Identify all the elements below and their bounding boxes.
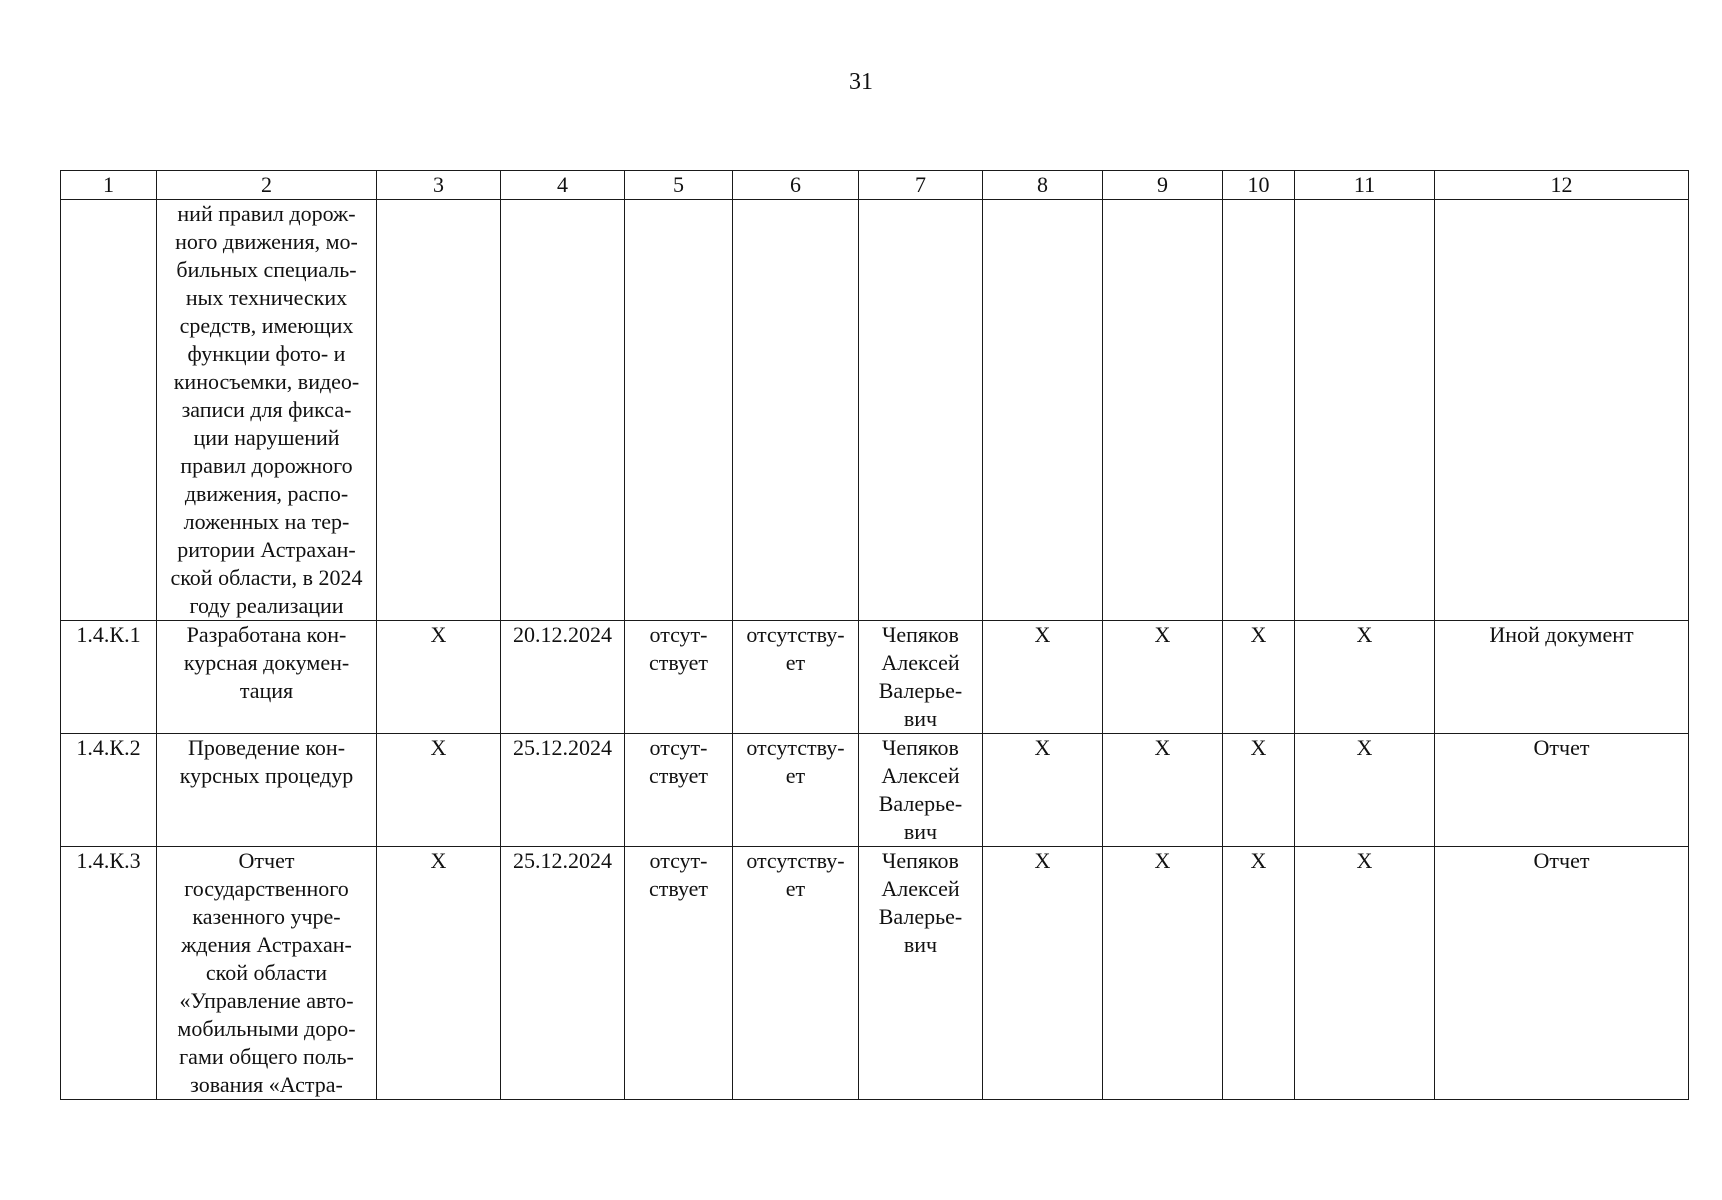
- cell-responsible: Чепяков Алексей Валерье- вич: [859, 847, 983, 1100]
- cell-status: отсутству- ет: [733, 734, 859, 847]
- cell-document: Отчет: [1435, 734, 1689, 847]
- cell-mark: X: [983, 847, 1103, 1100]
- cell-empty: [501, 200, 625, 621]
- cell-empty: [625, 200, 733, 621]
- cell-empty: [1435, 200, 1689, 621]
- cell-status: отсут- ствует: [625, 621, 733, 734]
- table-row: [61, 734, 1689, 847]
- cell-document: Отчет: [1435, 847, 1689, 1100]
- cell-code: 1.4.К.3: [61, 847, 157, 1100]
- activities-table: [60, 170, 1689, 1100]
- cell-status: отсут- ствует: [625, 734, 733, 847]
- cell-date: 25.12.2024: [501, 847, 625, 1100]
- cell-mark: X: [983, 734, 1103, 847]
- column-number: 10: [1223, 171, 1295, 200]
- cell-mark: X: [1223, 621, 1295, 734]
- cell-empty: [377, 200, 501, 621]
- cell-mark: X: [1103, 847, 1223, 1100]
- column-number: 11: [1295, 171, 1435, 200]
- table-row: [61, 621, 1689, 734]
- cell-status: отсутству- ет: [733, 847, 859, 1100]
- cell-responsible: Чепяков Алексей Валерье- вич: [859, 621, 983, 734]
- cell-empty: [1295, 200, 1435, 621]
- column-number: 4: [501, 171, 625, 200]
- cell-status: отсут- ствует: [625, 847, 733, 1100]
- column-number-header: [61, 171, 1689, 200]
- column-number: 12: [1435, 171, 1689, 200]
- column-number: 6: [733, 171, 859, 200]
- column-number: 9: [1103, 171, 1223, 200]
- cell-mark: X: [1295, 621, 1435, 734]
- cell-mark: X: [1103, 734, 1223, 847]
- column-number: 3: [377, 171, 501, 200]
- column-number: 7: [859, 171, 983, 200]
- cell-responsible: Чепяков Алексей Валерье- вич: [859, 734, 983, 847]
- cell-document: Иной документ: [1435, 621, 1689, 734]
- cell-description: Проведение кон- курсных процедур: [157, 734, 377, 847]
- cell-empty: [983, 200, 1103, 621]
- cell-mark: X: [377, 847, 501, 1100]
- column-number: 5: [625, 171, 733, 200]
- cell-mark: X: [1223, 734, 1295, 847]
- cell-date: 25.12.2024: [501, 734, 625, 847]
- cell-description: Отчет государственного казенного учре- ждения Астрахан- ской области «Управление авто- мобильными доро- гами общего поль- зования «Астра-: [157, 847, 377, 1100]
- cell-code: 1.4.К.2: [61, 734, 157, 847]
- page-number: 31: [849, 69, 873, 95]
- cell-status: отсутству- ет: [733, 621, 859, 734]
- cell-mark: X: [1223, 847, 1295, 1100]
- cell-empty: [733, 200, 859, 621]
- cell-mark: X: [1103, 621, 1223, 734]
- column-number: 1: [61, 171, 157, 200]
- table-row-continuation: [61, 200, 1689, 621]
- cell-mark: X: [1295, 734, 1435, 847]
- cell-empty: [61, 200, 157, 621]
- cell-description: Разработана кон- курсная докумен- тация: [157, 621, 377, 734]
- cell-date: 20.12.2024: [501, 621, 625, 734]
- column-number: 8: [983, 171, 1103, 200]
- cell-description: ний правил дорож- ного движения, мо- бильных специаль- ных технических средств, имеющих функции фото- и киносъемки, видео- записи для фикса- ции нарушений правил дорожного движения, распо- ложенных на тер- ритории Астрахан- ской области, в 2024 году реализации: [157, 200, 377, 621]
- cell-empty: [1103, 200, 1223, 621]
- cell-mark: X: [1295, 847, 1435, 1100]
- cell-empty: [1223, 200, 1295, 621]
- cell-code: 1.4.К.1: [61, 621, 157, 734]
- cell-empty: [859, 200, 983, 621]
- column-number: 2: [157, 171, 377, 200]
- cell-mark: X: [983, 621, 1103, 734]
- table-row: [61, 847, 1689, 1100]
- cell-mark: X: [377, 734, 501, 847]
- cell-mark: X: [377, 621, 501, 734]
